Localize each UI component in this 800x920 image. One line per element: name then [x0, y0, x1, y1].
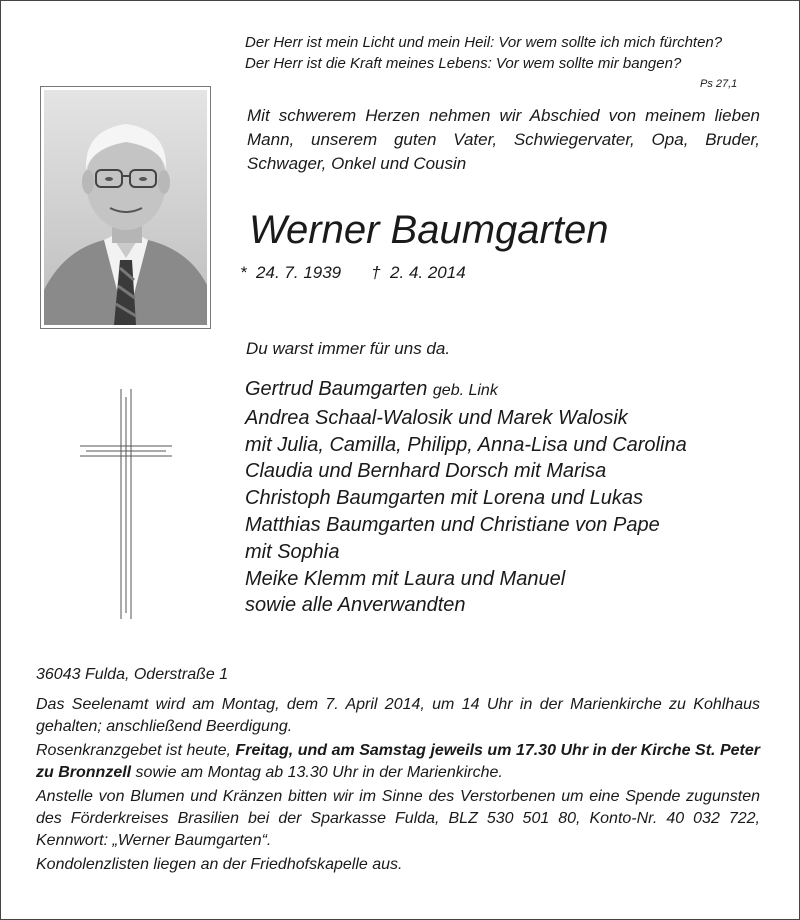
- maiden-name: geb. Link: [432, 382, 498, 399]
- intro-text: Mit schwerem Herzen nehmen wir Abschied von meinem lieben Mann, unserem guten Vater, Schwiegervater, Opa, Bruder, Schwager, Onkel und Cousin: [247, 106, 760, 173]
- rosary-post: sowie am Montag ab 13.30 Uhr in der Marienkirche.: [131, 764, 503, 781]
- portrait-photo: [40, 86, 211, 329]
- rosary-bold: Freitag, und am Samstag jeweils um 17.30 Uhr in der Kirche St. Peter zu Bronnzell: [36, 742, 761, 781]
- verse-line-2: Der Herr ist die Kraft meines Lebens: Vor wem sollte mir bangen?: [245, 55, 682, 72]
- donation-note: Anstelle von Blumen und Kränzen bitten wir im Sinne des Verstorbenen um eine Spende zugunsten des Förderkreises Brasilien bei der Sparkasse Fulda, BLZ 530 501 80, Konto-Nr. 40 032 722, Kennwort: „Werner Baumgarten“.: [36, 788, 760, 849]
- bible-verse: [245, 32, 765, 74]
- life-dates: [240, 262, 466, 284]
- rosary-pre: Rosenkranzgebet ist heute,: [36, 742, 236, 759]
- family-line: Claudia und Bernhard Dorsch mit Marisa: [245, 460, 607, 483]
- birth-date: * 24. 7. 1939: [240, 263, 342, 282]
- family-line: [245, 376, 687, 405]
- family-list: [245, 376, 687, 619]
- death-date: † 2. 4. 2014: [371, 263, 466, 282]
- rosary-note: [36, 740, 760, 784]
- condolence-note: Kondolenzlisten liegen an der Friedhofskapelle aus.: [36, 856, 403, 873]
- portrait-image: [44, 90, 207, 325]
- family-line: Andrea Schaal-Walosik und Marek Walosik: [245, 406, 628, 429]
- service-notes: [36, 694, 760, 878]
- family-line: mit Julia, Camilla, Philipp, Anna-Lisa und Carolina: [245, 433, 687, 456]
- family-line: mit Sophia: [245, 540, 340, 563]
- family-line: sowie alle Anverwandten: [245, 594, 466, 617]
- widow-name: Gertrud Baumgarten: [245, 378, 428, 400]
- address: 36043 Fulda, Oderstraße 1: [36, 666, 229, 683]
- verse-reference: Ps 27,1: [700, 78, 738, 90]
- deceased-name: Werner Baumgarten: [249, 208, 609, 252]
- family-line: Christoph Baumgarten mit Lorena und Lukas: [245, 487, 644, 510]
- family-line: Matthias Baumgarten und Christiane von Pape: [245, 513, 660, 536]
- requiem-note: Das Seelenamt wird am Montag, dem 7. April 2014, um 14 Uhr in der Marienkirche zu Kohlhaus gehalten; anschließend Beerdigung.: [36, 696, 760, 735]
- cross-icon: [80, 389, 172, 619]
- family-line: Meike Klemm mit Laura und Manuel: [245, 567, 566, 590]
- motto: Du warst immer für uns da.: [246, 339, 451, 358]
- verse-line-1: Der Herr ist mein Licht und mein Heil: Vor wem sollte ich mich fürchten?: [245, 34, 723, 51]
